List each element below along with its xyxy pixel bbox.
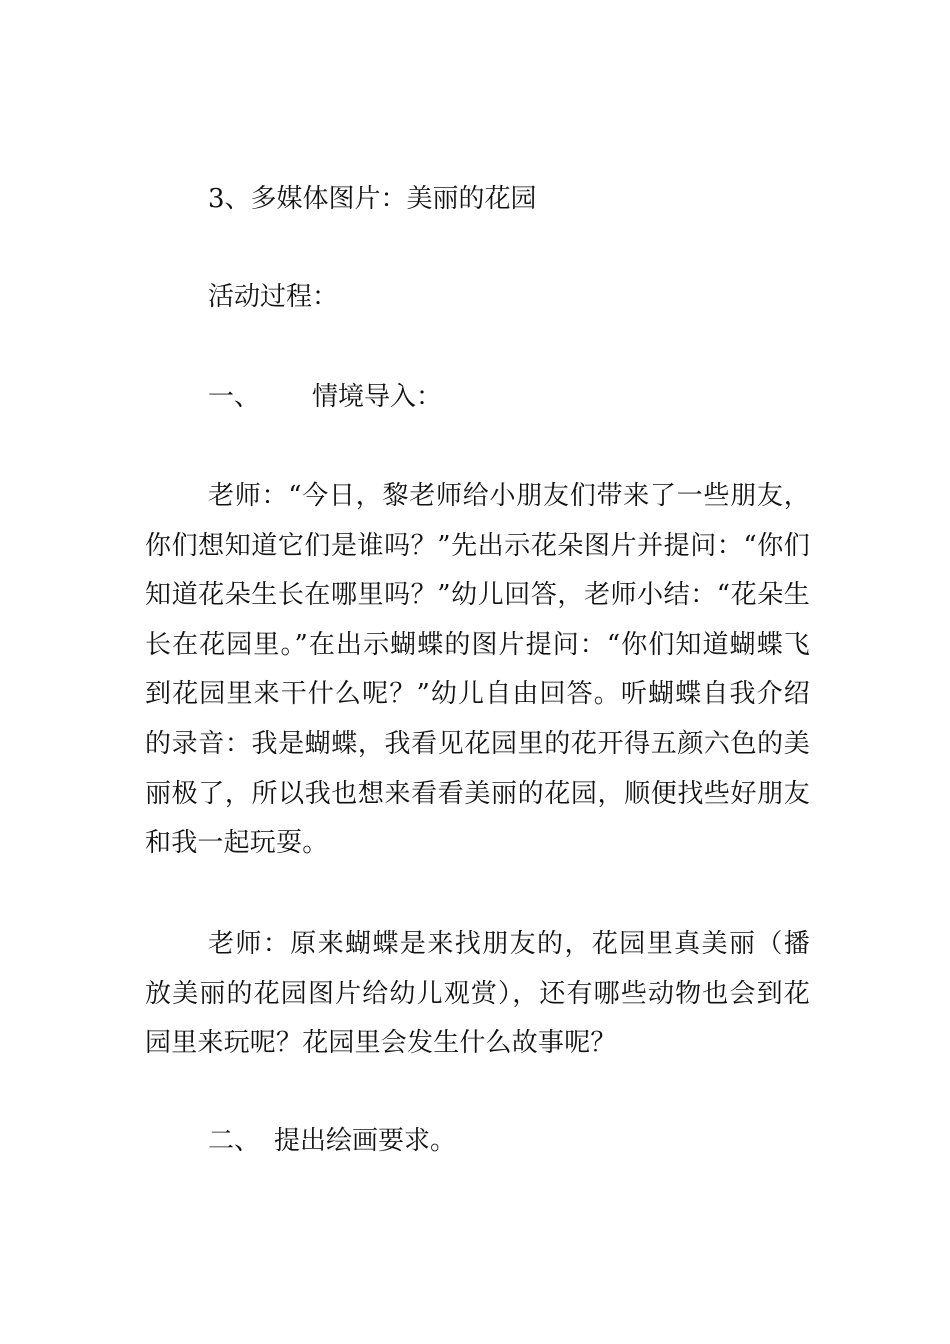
materials-item-3: 3、多媒体图片：美丽的花园 [208, 184, 537, 214]
section-2-heading [208, 1117, 456, 1165]
activity-process-heading: 活动过程： [208, 282, 339, 312]
section-2-number: 二、 [208, 1126, 261, 1156]
section-1-heading [208, 373, 442, 421]
section-1-number: 一、 [208, 382, 261, 412]
section-1-title: 情境导入： [312, 382, 443, 412]
teacher-intro-paragraph: 老师：“今日，黎老师给小朋友们带来了一些朋友，你们想知道它们是谁吗？”先出示花朵图片并提问：“你们知道花朵生长在哪里吗？”幼儿回答，老师小结：“花朵生长在花园里。”在出示蝴蝶的图片提问：“你们知道蝴蝶飞到花园里来干什么呢？”幼儿自由回答。听蝴蝶自我介绍的录音：我是蝴蝶，我看见花园里的花开得五颜六色的美丽极了，所以我也想来看看美丽的花园，顺便找些好朋友和我一起玩耍。 [145, 481, 810, 859]
section-2-title: 提出绘画要求。 [274, 1126, 457, 1156]
teacher-followup-paragraph: 老师：原来蝴蝶是来找朋友的，花园里真美丽（播放美丽的花园图片给幼儿观赏），还有哪些动物也会到花园里来玩呢？花园里会发生什么故事呢？ [145, 929, 810, 1059]
